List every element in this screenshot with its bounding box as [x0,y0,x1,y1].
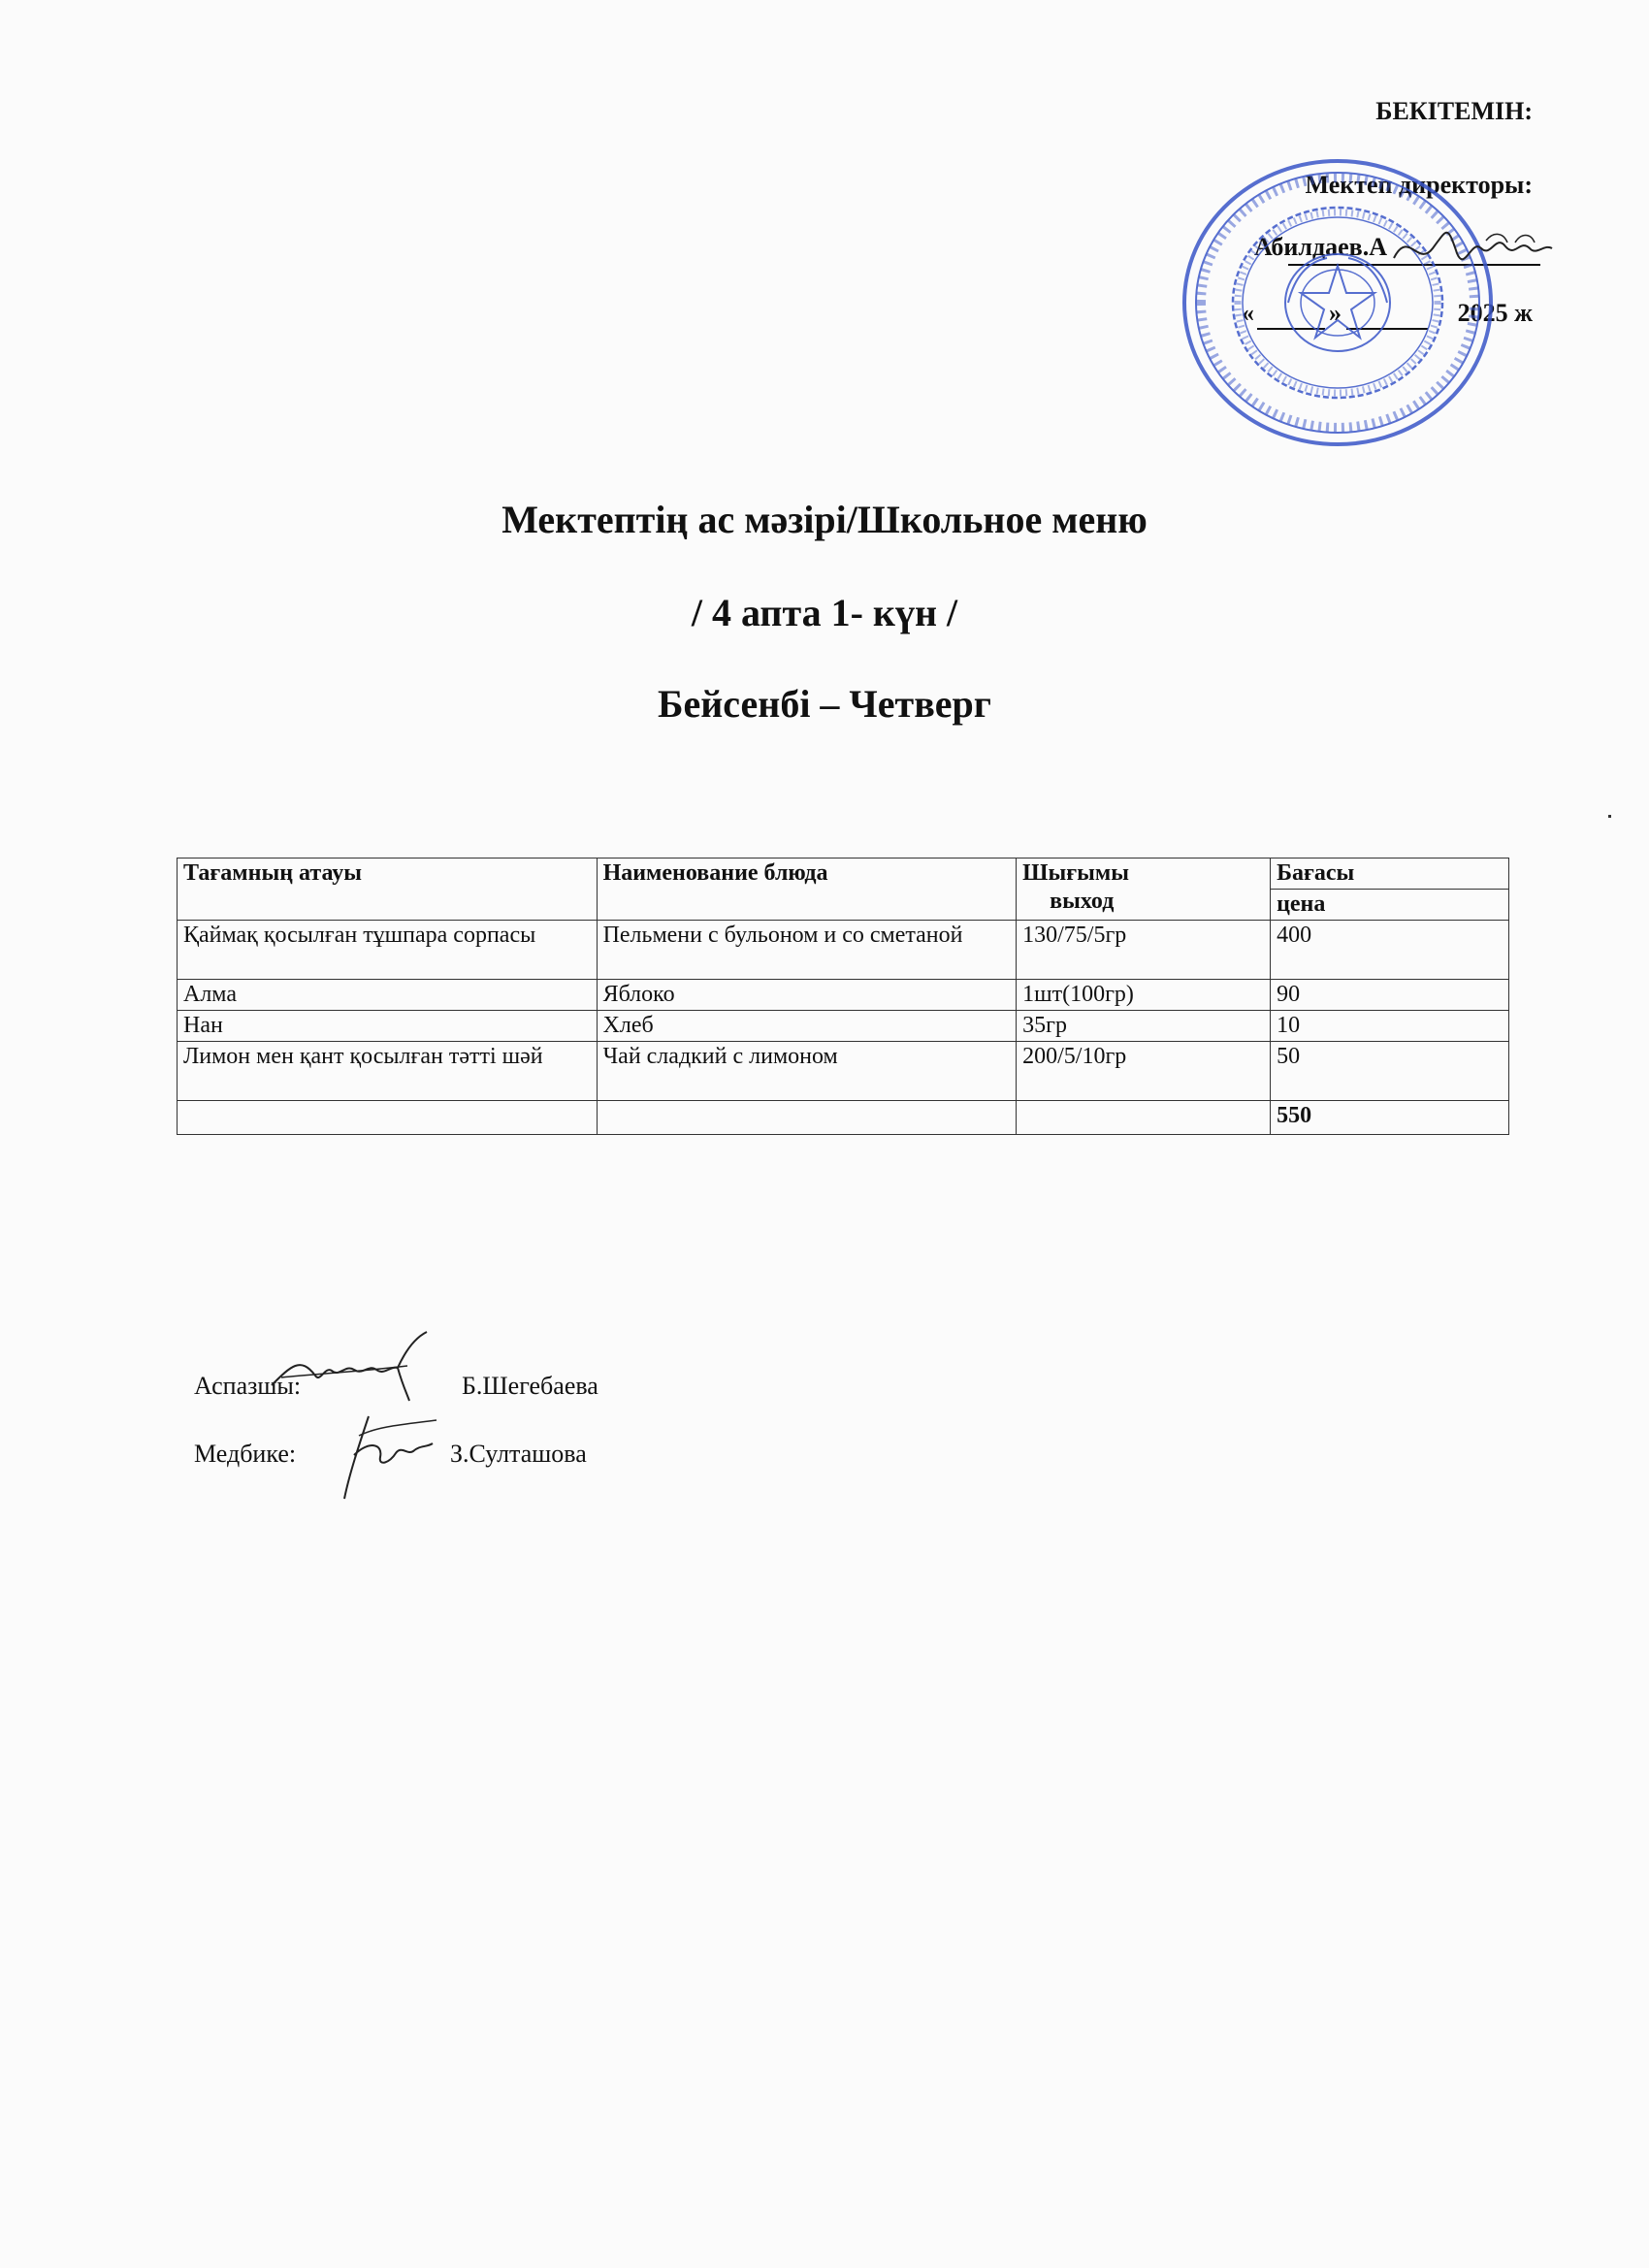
cell-price: 50 [1271,1042,1509,1101]
approval-year: 2025 ж [1457,299,1533,327]
cook-label: Аспазшы: [194,1372,302,1400]
table-header-row [178,859,1509,890]
cell-price: 90 [1271,980,1509,1011]
table-row [178,1042,1509,1101]
table-row [178,921,1509,980]
cell-name-ru: Чай сладкий с лимоном [597,1042,1017,1101]
cell-output: 130/75/5гр [1017,921,1271,980]
cell-price: 400 [1271,921,1509,980]
cell-name-kz: Лимон мен қант қосылған тәтті шәй [178,1042,598,1101]
nurse-label: Медбике: [194,1440,297,1468]
stray-dot [1608,815,1611,818]
header-name-kz: Тағамның атауы [178,859,598,921]
table-total-row [178,1101,1509,1135]
cell-empty [178,1101,598,1135]
nurse-name: З.Султашова [450,1440,587,1468]
cell-total-price: 550 [1271,1101,1509,1135]
menu-weekday-name: Бейсенбі – Четверг [658,682,991,726]
cell-empty [597,1101,1017,1135]
approval-director-name: Абилдаев.А [1253,233,1387,261]
cell-output: 1шт(100гр) [1017,980,1271,1011]
cell-output: 35гр [1017,1011,1271,1042]
menu-title: Мектептің ас мәзірі/Школьное меню [501,498,1148,541]
cell-name-kz: Алма [178,980,598,1011]
nurse-signature [330,1407,446,1504]
cook-signature [262,1327,436,1405]
official-seal-stamp [1181,157,1494,448]
menu-week-day: / 4 апта 1- күн / [691,591,958,634]
header-output [1017,859,1271,921]
date-quote-open: « [1242,299,1254,327]
approval-title: БЕКІТЕМІН: [1375,97,1533,125]
approval-position: Мектеп директоры: [1305,171,1533,199]
table-row [178,1011,1509,1042]
header-price-kz: Бағасы [1271,859,1509,890]
menu-table [177,858,1509,1135]
cell-empty [1017,1101,1271,1135]
header-name-ru: Наименование блюда [597,859,1017,921]
header-output-ru: выход [1050,889,1115,914]
header-price-ru: цена [1271,890,1509,921]
header-output-kz: Шығымы [1022,860,1129,886]
date-quote-close: » [1329,299,1342,327]
cell-name-kz: Қаймақ қосылған тұшпара сорпасы [178,921,598,980]
table-row [178,980,1509,1011]
director-signature [1389,219,1554,277]
cell-price: 10 [1271,1011,1509,1042]
cell-name-ru: Хлеб [597,1011,1017,1042]
cell-name-ru: Пельмени с бульоном и со сметаной [597,921,1017,980]
cell-name-ru: Яблоко [597,980,1017,1011]
cell-output: 200/5/10гр [1017,1042,1271,1101]
cook-name: Б.Шегебаева [462,1372,598,1400]
cell-name-kz: Нан [178,1011,598,1042]
